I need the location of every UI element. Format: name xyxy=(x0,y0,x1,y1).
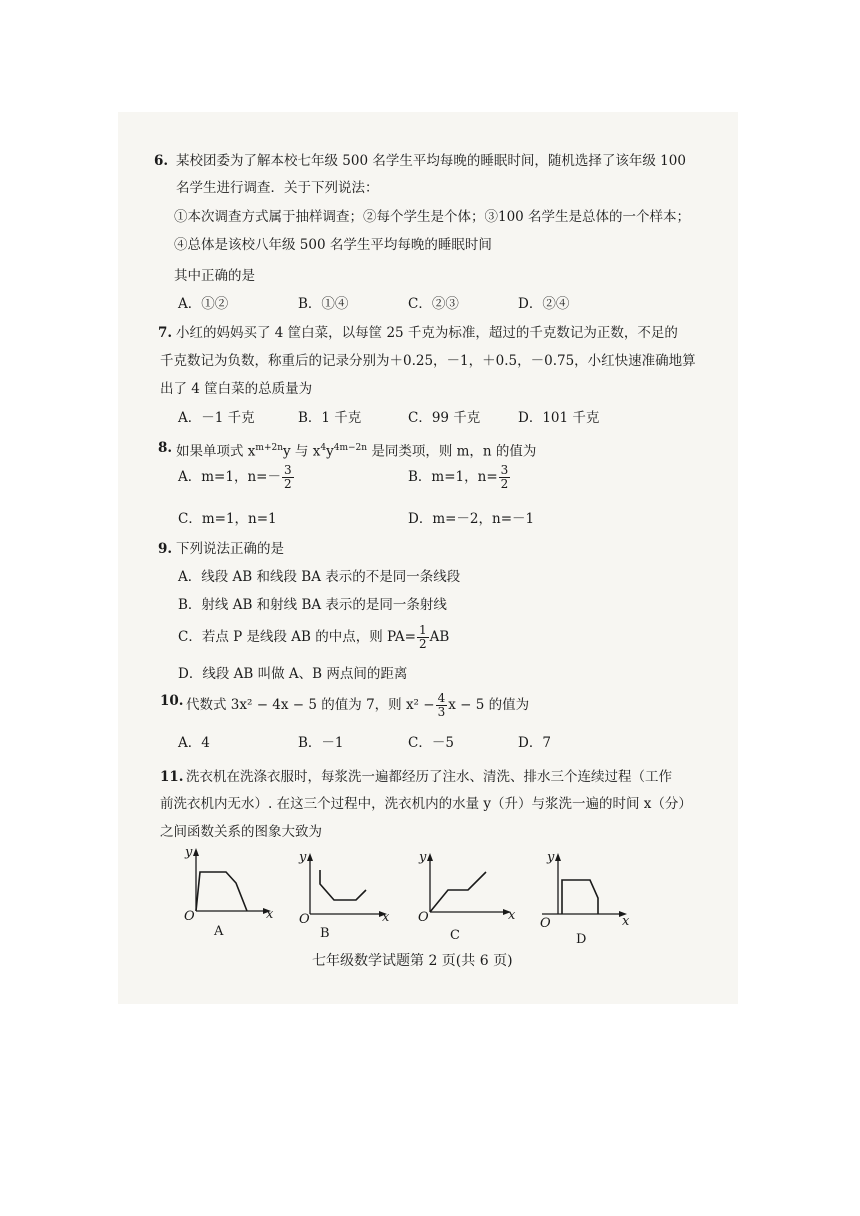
exam-page xyxy=(118,112,738,1004)
graph-a-x-label: x xyxy=(266,907,274,922)
q6-line2: 名学生进行调查．关于下列说法： xyxy=(176,180,379,196)
graph-c-origin: O xyxy=(418,910,429,925)
graph-b xyxy=(296,850,406,946)
q7-option-b: B．1 千克 xyxy=(298,410,362,426)
q8-option-a: A．m=1，n=－ $\frac{3}{2}$ xyxy=(178,463,292,491)
q7-option-a: A．－1 千克 xyxy=(178,410,255,426)
q8-option-b: B．m=1，n= $\frac{3}{2}$ xyxy=(408,463,509,491)
q9-option-b: B．射线 AB 和射线 BA 表示的是同一条射线 xyxy=(178,597,447,613)
q11-line2: 前洗衣机内无水）. 在这三个过程中，洗衣机内的水量 y（升）与浆洗一遍的时间 x（分） xyxy=(160,796,692,812)
q9-option-d: D．线段 AB 叫做 A、B 两点间的距离 xyxy=(178,666,408,682)
q6-option-a: A．①② xyxy=(178,296,229,312)
q7-line1: 小红的妈妈买了 4 筐白菜，以每筐 25 千克为标准，超过的千克数记为正数，不足的 xyxy=(176,325,678,341)
q11-line1: 洗衣机在洗涤衣服时，每浆洗一遍都经历了注水、清洗、排水三个连续过程（工作 xyxy=(186,769,672,785)
q6-line1: 某校团委为了解本校七年级 500 名学生平均每晚的睡眠时间，随机选择了该年级 100 xyxy=(176,153,686,169)
q10-option-c: C．－5 xyxy=(408,735,454,751)
graph-a-origin: O xyxy=(184,909,195,924)
q8-option-d: D．m=－2，n=－1 xyxy=(408,511,535,527)
q9-number: 9. xyxy=(158,541,173,557)
q10-stem: 代数式 3x² − 4x − 5 的值为 7，则 x² − $\frac{4}{3}$ x − 5 的值为 xyxy=(186,691,530,719)
graph-d-origin: O xyxy=(540,916,551,931)
q7-option-c: C．99 千克 xyxy=(408,410,481,426)
q8-number: 8. xyxy=(158,440,173,456)
q11-number: 11. xyxy=(160,769,184,785)
q7-line3: 出了 4 筐白菜的总质量为 xyxy=(160,381,313,397)
q8-option-c: C．m=1，n=1 xyxy=(178,511,277,527)
q10-option-d: D．7 xyxy=(518,735,551,751)
graph-c xyxy=(416,850,526,946)
q6-option-c: C．②③ xyxy=(408,296,459,312)
q10-option-a: A．4 xyxy=(178,735,210,751)
graph-c-y-label: y xyxy=(419,850,427,865)
graph-a-label: A xyxy=(214,924,224,939)
q8-stem: 如果单项式 $x^{m+2n}y$ 与 $x^4y^{4m-2n}$ 是同类项，则 m，n 的值为 xyxy=(176,443,537,460)
q11-line3: 之间函数关系的图象大致为 xyxy=(160,824,322,840)
graph-b-origin: O xyxy=(299,912,310,927)
graph-b-plot xyxy=(296,850,406,930)
q6-line4: ④总体是该校八年级 500 名学生平均每晚的睡眠时间 xyxy=(174,237,492,253)
graph-d-x-label: x xyxy=(622,914,630,929)
q6-option-b: B．①④ xyxy=(298,296,349,312)
graph-c-label: C xyxy=(450,928,460,943)
graph-b-y-label: y xyxy=(299,850,307,865)
page-footer: 七年级数学试题第 2 页(共 6 页) xyxy=(312,953,513,969)
q10-option-b: B．－1 xyxy=(298,735,344,751)
graph-c-x-label: x xyxy=(508,908,516,923)
graph-a-y-label: y xyxy=(185,845,193,860)
q6-number: 6. xyxy=(154,153,169,169)
q9-option-c: C．若点 P 是线段 AB 的中点，则 PA= $\frac{1}{2}$ AB xyxy=(178,623,450,651)
q9-stem: 下列说法正确的是 xyxy=(176,541,284,557)
q7-line2: 千克数记为负数，称重后的记录分别为＋0.25，－1，＋0.5，－0.75，小红快速准确地算 xyxy=(160,353,696,369)
graph-b-label: B xyxy=(320,926,330,941)
q7-option-d: D．101 千克 xyxy=(518,410,600,426)
q7-number: 7. xyxy=(158,325,173,341)
graph-d xyxy=(536,850,646,946)
q6-option-d: D．②④ xyxy=(518,296,570,312)
q6-line3: ①本次调查方式属于抽样调查；②每个学生是个体；③100 名学生是总体的一个样本； xyxy=(174,209,691,225)
q6-line5: 其中正确的是 xyxy=(174,268,255,284)
graph-a-plot xyxy=(180,845,290,925)
graph-b-x-label: x xyxy=(382,910,390,925)
q9-option-a: A．线段 AB 和线段 BA 表示的不是同一条线段 xyxy=(178,569,461,585)
graph-d-label: D xyxy=(576,932,587,947)
q10-number: 10. xyxy=(160,693,184,709)
graph-a xyxy=(180,845,290,941)
graph-d-y-label: y xyxy=(547,850,555,865)
